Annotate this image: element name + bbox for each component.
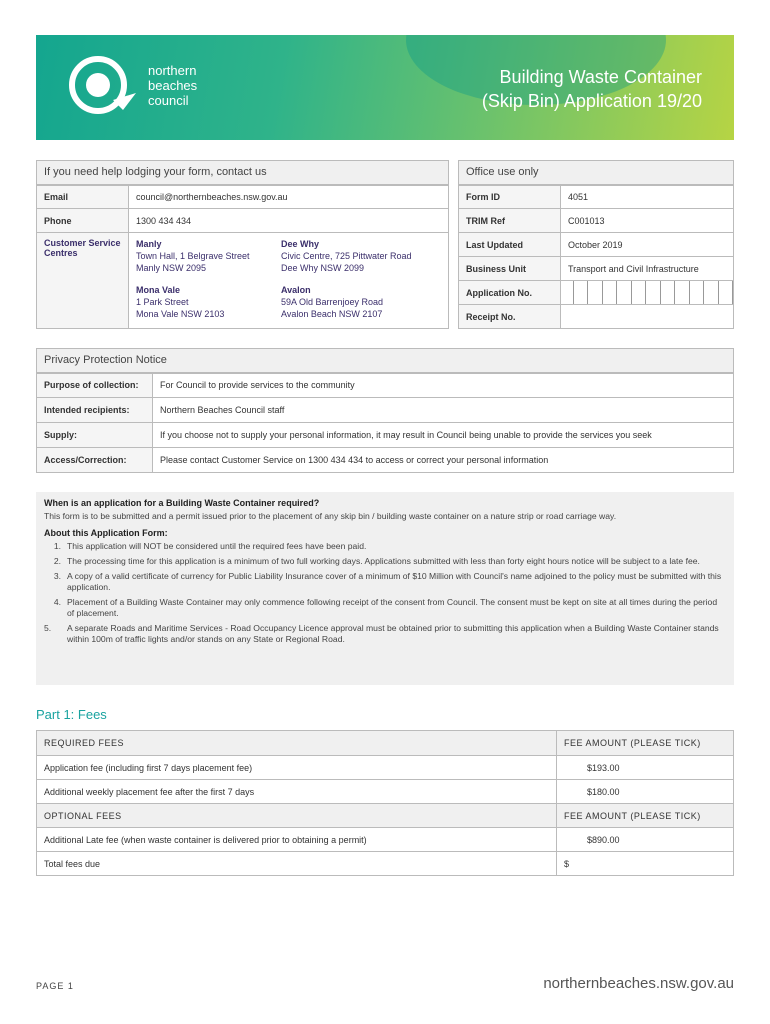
part-1-heading: Part 1: Fees	[36, 707, 107, 722]
total-fees-label: Total fees due	[37, 852, 557, 876]
list-item: 5. A separate Roads and Maritime Services - Road Occupancy Licence approval must be obtained prior to submitting this application when a Building Waste Container stands within 100m of traffic lights and/or stands on any State or Regional Road.	[44, 623, 719, 644]
info-question-text: This form is to be submitted and a permit issued prior to the placement of any skip bin / building waste container on a nature strip or road carriage way.	[44, 511, 617, 521]
centre-avalon: Avalon 59A Old Barrenjoey Road Avalon Beach NSW 2107	[281, 285, 384, 319]
form-id-value: 4051	[561, 185, 734, 209]
centres-label: Customer Service Centres	[37, 233, 129, 329]
list-item: 1. This application will NOT be considered until the required fees have been paid.	[53, 541, 367, 551]
required-fees-header: REQUIRED FEES	[37, 731, 557, 756]
privacy-label: Access/Correction:	[37, 448, 153, 473]
fee-amount-checkbox[interactable]: $180.00	[557, 780, 734, 804]
list-item: 3. A copy of a valid certificate of currency for Public Liability Insurance cover of a minimum of $10 Million with Council's name adjoined to the policy must be submitted with this application.	[53, 571, 722, 592]
privacy-value: Northern Beaches Council staff	[153, 398, 734, 423]
fee-label: Additional weekly placement fee after the first 7 days	[37, 780, 557, 804]
office-heading: Office use only	[459, 161, 734, 185]
contact-table	[36, 160, 449, 329]
form-id-label: Form ID	[459, 185, 561, 209]
business-unit-value: Transport and Civil Infrastructure	[561, 257, 734, 281]
privacy-heading: Privacy Protection Notice	[37, 349, 734, 373]
email-label: Email	[37, 185, 129, 209]
centre-dee-why: Dee Why Civic Centre, 725 Pittwater Road Dee Why NSW 2099	[281, 239, 412, 273]
email-value[interactable]: council@northernbeaches.nsw.gov.au	[129, 185, 449, 209]
phone-value: 1300 434 434	[129, 209, 449, 233]
centre-mona-vale: Mona Vale 1 Park Street Mona Vale NSW 2103	[136, 285, 225, 319]
fee-label: Application fee (including first 7 days placement fee)	[37, 756, 557, 780]
optional-fees-header: OPTIONAL FEES	[37, 804, 557, 828]
privacy-value: For Council to provide services to the community	[153, 373, 734, 398]
application-no-label: Application No.	[459, 281, 561, 305]
last-updated-value: October 2019	[561, 233, 734, 257]
privacy-label: Purpose of collection:	[37, 373, 153, 398]
privacy-label: Supply:	[37, 423, 153, 448]
contact-heading: If you need help lodging your form, contact us	[37, 161, 449, 185]
trim-ref-label: TRIM Ref	[459, 209, 561, 233]
fee-amount-header: FEE AMOUNT (PLEASE TICK)	[557, 731, 734, 756]
council-logo-text: northern beaches council	[148, 63, 198, 108]
privacy-value: If you choose not to supply your personal information, it may result in Council being unable to provide the services you seek	[153, 423, 734, 448]
privacy-value: Please contact Customer Service on 1300 434 434 to access or correct your personal information	[153, 448, 734, 473]
form-title: Building Waste Container (Skip Bin) Application 19/20	[481, 67, 702, 111]
receipt-no-label: Receipt No.	[459, 305, 561, 329]
privacy-table	[36, 348, 734, 473]
fee-amount-header: FEE AMOUNT (PLEASE TICK)	[557, 804, 734, 828]
trim-ref-value: C001013	[561, 209, 734, 233]
last-updated-label: Last Updated	[459, 233, 561, 257]
fee-label: Additional Late fee (when waste container is delivered prior to obtaining a permit)	[37, 828, 557, 852]
fee-amount-checkbox[interactable]: $193.00	[557, 756, 734, 780]
application-no-boxes[interactable]	[573, 281, 733, 304]
business-unit-label: Business Unit	[459, 257, 561, 281]
list-item: 4. Placement of a Building Waste Container may only commence following receipt of the consent from Council. The consent must be kept on site at all times during the period of placement.	[53, 597, 718, 618]
about-heading: About this Application Form:	[44, 528, 168, 538]
office-use-table	[458, 160, 734, 329]
page-number: PAGE 1	[36, 981, 74, 991]
total-fees-field[interactable]: $	[557, 852, 734, 876]
about-list	[44, 541, 726, 645]
council-logo-icon	[68, 55, 140, 115]
phone-label: Phone	[37, 209, 129, 233]
fee-amount-checkbox[interactable]: $890.00	[557, 828, 734, 852]
header-banner	[36, 35, 734, 140]
list-item: 2. The processing time for this application is a minimum of two full working days. Applications submitted with less than forty eight hours notice will be subject to a late fee.	[53, 556, 700, 566]
info-box	[36, 492, 734, 685]
info-question-heading: When is an application for a Building Waste Container required?	[44, 498, 320, 508]
centre-manly: Manly Town Hall, 1 Belgrave Street Manly NSW 2095	[136, 239, 250, 273]
centres-list	[136, 238, 441, 320]
privacy-label: Intended recipients:	[37, 398, 153, 423]
footer-url[interactable]: northernbeaches.nsw.gov.au	[543, 975, 734, 992]
fees-table	[36, 730, 734, 876]
receipt-no-field[interactable]	[561, 305, 734, 329]
